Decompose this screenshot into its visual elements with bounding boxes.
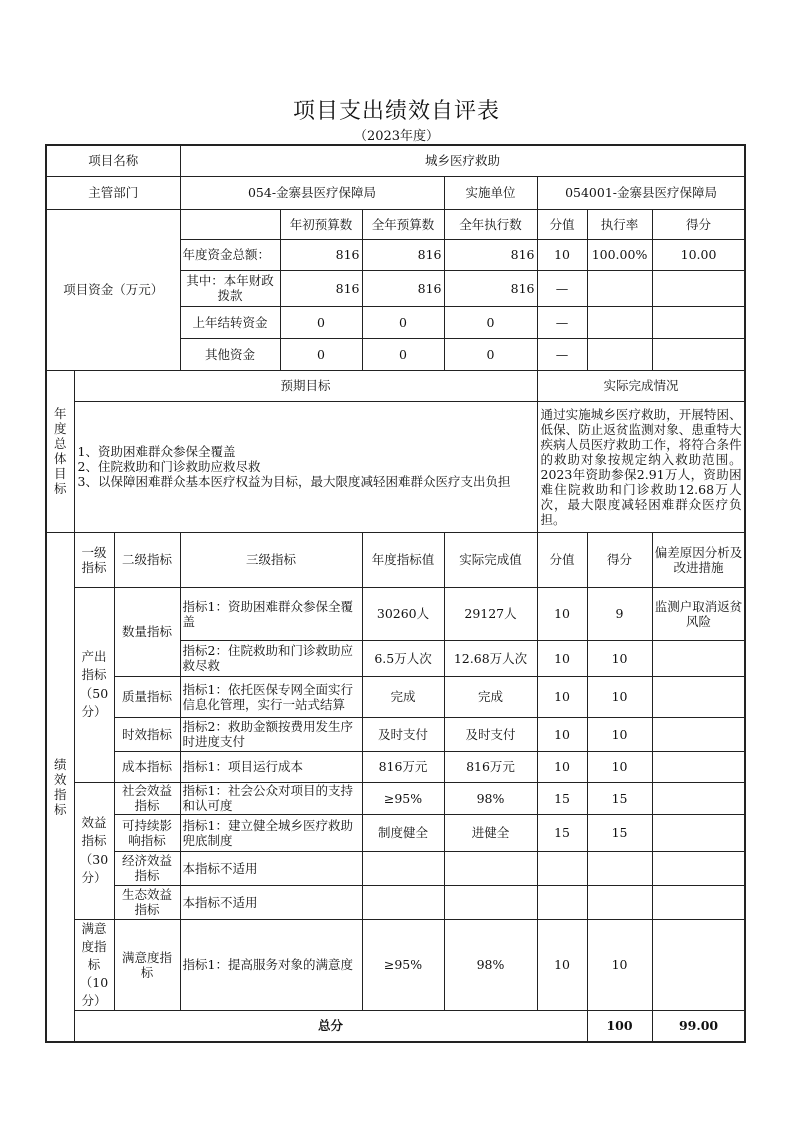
- dept-label: 主管部门: [46, 176, 180, 209]
- target-value: [362, 851, 444, 885]
- indicator-row: [46, 919, 745, 1011]
- l3-indicator: 指标1：项目运行成本: [180, 751, 362, 782]
- funds-header: 得分: [652, 209, 745, 239]
- l3-indicator: 指标1：建立健全城乡医疗救助兜底制度: [180, 814, 362, 851]
- score: 15: [587, 782, 652, 814]
- actual-completion: 通过实施城乡医疗救助，开展特困、低保、防止返贫监测对象、患重特大疾病人员医疗救助工作，将符合条件的救助对象按规定纳入救助范围。2023年资助参保2.91万人，资助困难住院救助和门诊救助12.68万人次，最大限度减轻困难群众医疗负担。: [537, 401, 745, 532]
- actual-value: 816万元: [444, 751, 537, 782]
- actual-value: 98%: [444, 919, 537, 1011]
- funds-score: [652, 338, 745, 370]
- score: 10: [587, 640, 652, 676]
- deviation-note: 监测户取消返贫风险: [652, 587, 745, 640]
- indicator-row: [46, 676, 745, 717]
- actual-value: 29127人: [444, 587, 537, 640]
- impl-label: 实施单位: [444, 176, 537, 209]
- deviation-note: [652, 814, 745, 851]
- funds-score-value: —: [537, 338, 587, 370]
- goals-header-row: [46, 370, 745, 401]
- l3-indicator: 本指标不适用: [180, 851, 362, 885]
- output-indicator-label: 产出指标（50分）: [74, 587, 114, 782]
- funds-header-row: [46, 209, 745, 239]
- l3-indicator: 本指标不适用: [180, 885, 362, 919]
- page-title: 项目支出绩效自评表: [292, 99, 500, 124]
- target-value: [362, 885, 444, 919]
- score: 9: [587, 587, 652, 640]
- target-value: ≥95%: [362, 782, 444, 814]
- l3-indicator: 指标2：住院救助和门诊救助应救尽救: [180, 640, 362, 676]
- indicator-row: [46, 814, 745, 851]
- l2-indicator: 数量指标: [114, 587, 180, 676]
- goals-label: [46, 370, 74, 532]
- target-value: 及时支付: [362, 717, 444, 751]
- expected-goals: [74, 401, 537, 532]
- total-score: 99.00: [652, 1011, 745, 1042]
- deviation-note: [652, 885, 745, 919]
- dept-row: [46, 176, 745, 209]
- funds-rate: 100.00%: [587, 239, 652, 270]
- funds-header: 执行率: [587, 209, 652, 239]
- goals-label-text: 年度总体目标: [53, 406, 67, 496]
- actual-value: 及时支付: [444, 717, 537, 751]
- l3-indicator: 指标1：资助困难群众参保全覆盖: [180, 587, 362, 640]
- deviation-note: [652, 751, 745, 782]
- perf-header: 偏差原因分析及改进措施: [652, 532, 745, 587]
- actual-goal-header: 实际完成情况: [537, 370, 745, 401]
- actual-value: 12.68万人次: [444, 640, 537, 676]
- indicator-row: [46, 587, 745, 640]
- total-value: 100: [587, 1011, 652, 1042]
- funds-label: 项目资金（万元）: [46, 209, 180, 370]
- total-row: [46, 1011, 745, 1042]
- funds-row-name: 其他资金: [180, 338, 280, 370]
- l2-indicator: 时效指标: [114, 717, 180, 751]
- funds-rate: [587, 270, 652, 306]
- perf-header: 二级指标: [114, 532, 180, 587]
- indicator-row: [46, 851, 745, 885]
- actual-value: 98%: [444, 782, 537, 814]
- funds-header: 年初预算数: [280, 209, 362, 239]
- funds-row-name: 上年结转资金: [180, 306, 280, 338]
- expected-goal-header: 预期目标: [74, 370, 537, 401]
- score: 10: [587, 751, 652, 782]
- l2-indicator: 成本指标: [114, 751, 180, 782]
- total-label: 总分: [74, 1011, 587, 1042]
- funds-annual: 816: [362, 270, 444, 306]
- deviation-note: [652, 919, 745, 1011]
- perf-header: 年度指标值: [362, 532, 444, 587]
- score-value: 15: [537, 782, 587, 814]
- target-value: 制度健全: [362, 814, 444, 851]
- perf-label-text: 绩效指标: [53, 756, 67, 817]
- l2-indicator: 可持续影响指标: [114, 814, 180, 851]
- indicator-row: [46, 885, 745, 919]
- target-value: 6.5万人次: [362, 640, 444, 676]
- target-value: 816万元: [362, 751, 444, 782]
- benefit-indicator-label: 效益指标（30分）: [74, 782, 114, 919]
- funds-executed: 0: [444, 306, 537, 338]
- perf-header: 三级指标: [180, 532, 362, 587]
- score-value: 10: [537, 751, 587, 782]
- perf-header: 实际完成值: [444, 532, 537, 587]
- funds-header: 分值: [537, 209, 587, 239]
- funds-annual: 0: [362, 338, 444, 370]
- project-name-value: 城乡医疗救助: [180, 145, 745, 176]
- actual-value: 完成: [444, 676, 537, 717]
- project-name-label: 项目名称: [46, 145, 180, 176]
- funds-initial: 0: [280, 338, 362, 370]
- funds-row-name: 年度资金总额：: [180, 239, 280, 270]
- l2-indicator: 质量指标: [114, 676, 180, 717]
- deviation-note: [652, 676, 745, 717]
- project-row: [46, 145, 745, 176]
- deviation-note: [652, 851, 745, 885]
- funds-header: 全年执行数: [444, 209, 537, 239]
- deviation-note: [652, 782, 745, 814]
- perf-label: [46, 532, 74, 1042]
- score-value: 10: [537, 717, 587, 751]
- page-subtitle-year: （2023年度）: [353, 129, 440, 144]
- score-value: 10: [537, 587, 587, 640]
- l3-indicator: 指标1：社会公众对项目的支持和认可度: [180, 782, 362, 814]
- satisfaction-indicator-label: 满意度指标（10分）: [74, 919, 114, 1011]
- performance-table: [45, 144, 746, 1043]
- goals-content-row: [46, 401, 745, 532]
- dept-value: 054-金寨县医疗保障局: [180, 176, 444, 209]
- score-value: 15: [537, 814, 587, 851]
- funds-annual: 0: [362, 306, 444, 338]
- score: [587, 885, 652, 919]
- score: 10: [587, 676, 652, 717]
- funds-header: 全年预算数: [362, 209, 444, 239]
- score: 10: [587, 717, 652, 751]
- funds-rate: [587, 306, 652, 338]
- l2-indicator: 满意度指标: [114, 919, 180, 1011]
- l2-indicator: 生态效益指标: [114, 885, 180, 919]
- funds-score-value: —: [537, 306, 587, 338]
- l3-indicator: 指标1：提高服务对象的满意度: [180, 919, 362, 1011]
- impl-value: 054001-金寨县医疗保障局: [537, 176, 745, 209]
- funds-score-value: —: [537, 270, 587, 306]
- funds-initial: 0: [280, 306, 362, 338]
- funds-score: [652, 270, 745, 306]
- deviation-note: [652, 640, 745, 676]
- perf-header: 得分: [587, 532, 652, 587]
- expected-goal-item: 2、住院救助和门诊救助应救尽救: [77, 459, 261, 474]
- funds-score: [652, 306, 745, 338]
- l2-indicator: 经济效益指标: [114, 851, 180, 885]
- funds-initial: 816: [280, 270, 362, 306]
- score-value: [537, 851, 587, 885]
- score-value: 10: [537, 640, 587, 676]
- funds-score-value: 10: [537, 239, 587, 270]
- actual-value: 进健全: [444, 814, 537, 851]
- expected-goal-item: 3、以保障困难群众基本医疗权益为目标，最大限度减轻困难群众医疗支出负担: [77, 474, 511, 489]
- funds-initial: 816: [280, 239, 362, 270]
- score-value: 10: [537, 676, 587, 717]
- score-value: 10: [537, 919, 587, 1011]
- deviation-note: [652, 717, 745, 751]
- actual-value: [444, 885, 537, 919]
- l3-indicator: 指标1：依托医保专网全面实行信息化管理，实行一站式结算: [180, 676, 362, 717]
- score-value: [537, 885, 587, 919]
- l3-indicator: 指标2：救助金额按费用发生序时进度支付: [180, 717, 362, 751]
- funds-executed: 816: [444, 270, 537, 306]
- funds-rate: [587, 338, 652, 370]
- expected-goal-item: 1、资助困难群众参保全覆盖: [77, 444, 236, 459]
- perf-header: 分值: [537, 532, 587, 587]
- l2-indicator: 社会效益指标: [114, 782, 180, 814]
- indicator-row: [46, 751, 745, 782]
- score: 15: [587, 814, 652, 851]
- score: 10: [587, 919, 652, 1011]
- funds-row-name: 其中：本年财政拨款: [180, 270, 280, 306]
- target-value: 完成: [362, 676, 444, 717]
- funds-annual: 816: [362, 239, 444, 270]
- target-value: ≥95%: [362, 919, 444, 1011]
- perf-header-row: [46, 532, 745, 587]
- funds-executed: 0: [444, 338, 537, 370]
- indicator-row: [46, 782, 745, 814]
- funds-executed: 816: [444, 239, 537, 270]
- actual-value: [444, 851, 537, 885]
- indicator-row: [46, 717, 745, 751]
- score: [587, 851, 652, 885]
- perf-header: 一级指标: [74, 532, 114, 587]
- target-value: 30260人: [362, 587, 444, 640]
- funds-score: 10.00: [652, 239, 745, 270]
